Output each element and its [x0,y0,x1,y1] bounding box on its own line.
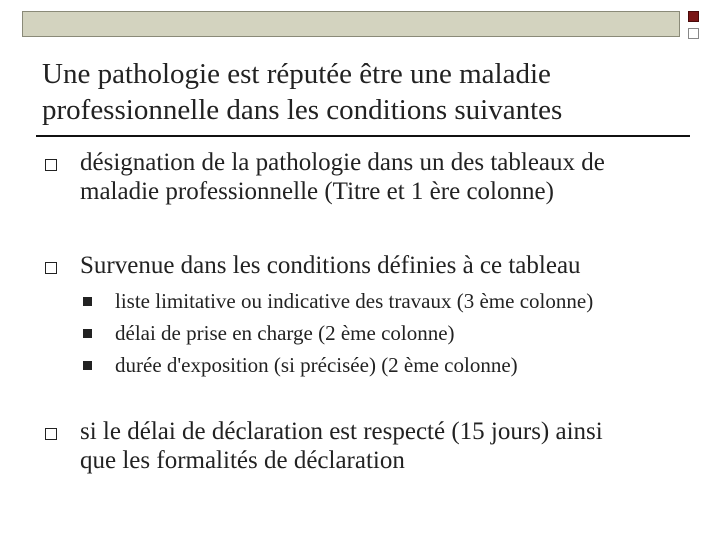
hollow-square-bullet-icon [45,159,57,171]
hollow-square-bullet-icon [45,262,57,274]
bullet-2-line-1: Survenue dans les conditions définies à ce tableau [80,252,581,279]
list-item [80,251,690,280]
list-item [80,417,690,475]
sub-list-item: liste limitative ou indicative des travaux (3 ème colonne) [115,289,594,313]
bullet-3-line-1: si le délai de déclaration est respecté (15 jours) ainsi [80,418,603,445]
sub-list-item: délai de prise en charge (2 ème colonne) [115,321,455,345]
bullet-3-line-2: que les formalités de déclaration [80,447,405,474]
filled-square-bullet-icon [83,297,92,306]
sub-list-item: durée d'exposition (si précisée) (2 ème colonne) [115,353,518,377]
title-line-1: Une pathologie est réputée être une maladie [42,58,551,90]
filled-square-bullet-icon [83,361,92,370]
title-line-2: professionnelle dans les conditions suivantes [42,94,563,126]
filled-square-bullet-icon [83,329,92,338]
hollow-square-bullet-icon [45,428,57,440]
bullet-1-line-2: maladie professionnelle (Titre et 1 ère colonne) [80,178,554,205]
list-item [80,148,690,206]
bullet-1-line-1: désignation de la pathologie dans un des tableaux de [80,149,605,176]
